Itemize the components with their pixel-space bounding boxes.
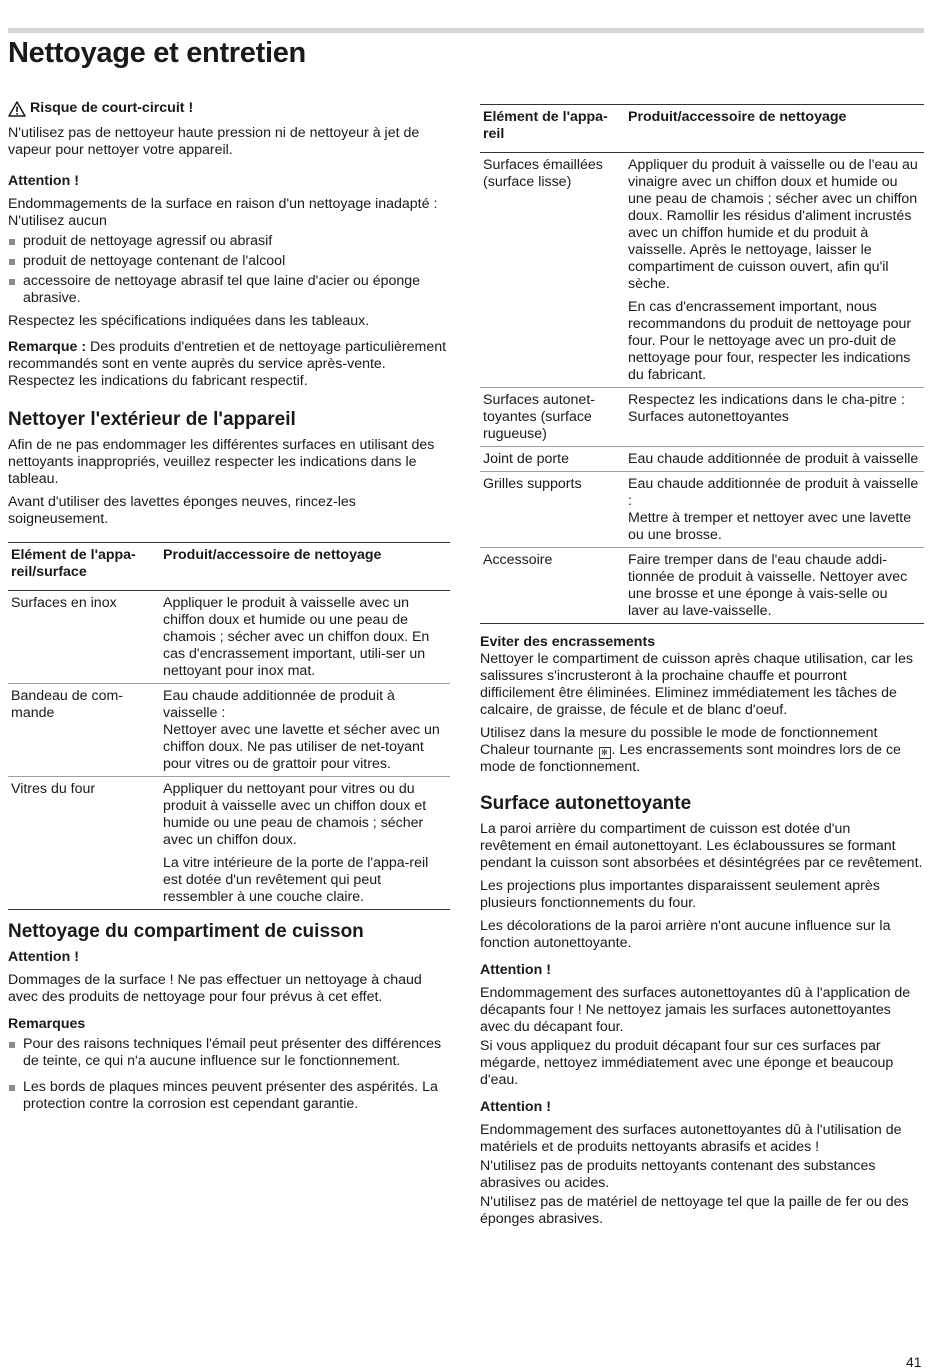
exterior-cleaning-table xyxy=(8,542,450,910)
section-selfclean-p1: La paroi arrière du compartiment de cuisson est dotée d'un revêtement en émail autonettoyant. Les éclaboussures se formant pendant la cuisson sont absorbées et désintégrées par ce revêtement. xyxy=(480,821,923,871)
remarque-label: Remarque : xyxy=(8,339,87,355)
right-column xyxy=(480,94,924,1234)
table-cell-product xyxy=(625,472,924,548)
attention-list xyxy=(8,233,450,307)
cell-paragraph: Appliquer le produit à vaisselle avec un chiffon doux et humide ou une peau de chamois ; sécher avec un chiffon doux. En cas d'encrassement important, utili-ser un nettoyant pour inox mat. xyxy=(163,595,430,679)
table-cell-element: Accessoire xyxy=(480,548,625,624)
section-selfclean-p2: Les projections plus importantes disparaissent seulement après plusieurs fonctionnements du four. xyxy=(480,878,880,911)
attention3-p1: Endommagement des surfaces autonettoyantes dû à l'application de décapants four ! Ne nettoyez jamais les surfaces autonettoyantes avec du décapant four. xyxy=(480,985,911,1035)
interior-cleaning-table xyxy=(480,104,924,624)
table-header-product: Produit/accessoire de nettoyage xyxy=(625,105,924,153)
list-item: produit de nettoyage contenant de l'alcool xyxy=(8,253,450,270)
table-cell-element: Surfaces autonet-toyantes (surface rugueuse) xyxy=(480,388,625,447)
eviter-label: Eviter des encrassements xyxy=(480,634,656,650)
cell-paragraph: Respectez les indications dans le cha-pitre : Surfaces autonettoyantes xyxy=(628,392,905,425)
table-row xyxy=(480,388,924,447)
table-cell-product xyxy=(160,777,450,910)
table-cell-product xyxy=(625,153,924,388)
remarque-text: Des produits d'entretien et de nettoyage particulièrement recommandés sont en vente auprès du service après-vente. Respectez les indications du fabricant respectif. xyxy=(8,339,447,389)
table-cell-element: Grilles supports xyxy=(480,472,625,548)
section-selfclean-title: Surface autonettoyante xyxy=(480,793,692,814)
table-cell-element: Joint de porte xyxy=(480,447,625,472)
table-cell-product xyxy=(160,684,450,777)
attention3-p2: Si vous appliquez du produit décapant four sur ces surfaces par mégarde, nettoyez immédiatement avec une éponge et beaucoup d'eau. xyxy=(480,1038,894,1088)
table-cell-element: Surfaces émaillées (surface lisse) xyxy=(480,153,625,388)
section-exterior-p1: Afin de ne pas endommager les différentes surfaces en utilisant des nettoyants inappropriés, veuillez respecter les indications dans le tableau. xyxy=(8,437,435,487)
eviter-p2-text: Utilisez dans la mesure du possible le mode de fonctionnement Chaleur tournante xyxy=(480,725,878,758)
eviter-p1: Nettoyer le compartiment de cuisson après chaque utilisation, car les salissures s'incrusteront à la prochaine chauffe et pourront difficilement être éliminées. Eliminez immédiatement les tâches de calcaire, de graisse, de fécule et de blanc d'oeuf. xyxy=(480,651,913,718)
section-selfclean-p3: Les décolorations de la paroi arrière n'ont aucune influence sur la fonction autonettoyante. xyxy=(480,918,891,951)
attention-text: Endommagements de la surface en raison d'un nettoyage inadapté : N'utilisez aucun xyxy=(8,196,438,229)
page-title: Nettoyage et entretien xyxy=(8,37,306,69)
remarques-list xyxy=(8,1036,450,1113)
cell-paragraph: Appliquer du nettoyant pour vitres ou du produit à vaisselle avec un chiffon doux et humide ou une peau de chamois ; sécher avec un chiffon doux. xyxy=(163,781,427,848)
table-row xyxy=(480,447,924,472)
spec-text: Respectez les spécifications indiquées dans les tableaux. xyxy=(8,313,370,329)
cell-paragraph: La vitre intérieure de la porte de l'appa-reil est dotée d'un revêtement qui peut ressembler à une couche claire. xyxy=(163,855,429,905)
list-item: Les bords de plaques minces peuvent présenter des aspérités. La protection contre la corrosion est cependant garantie. xyxy=(8,1079,450,1113)
attention4-p1: Endommagement des surfaces autonettoyantes dû à l'utilisation de matériels et de produits nettoyants abrasifs et acides ! xyxy=(480,1122,902,1155)
list-item: produit de nettoyage agressif ou abrasif xyxy=(8,233,450,250)
left-column xyxy=(8,96,450,1119)
table-row xyxy=(480,153,924,388)
table-header-element: Elément de l'appa-reil/surface xyxy=(8,543,160,591)
table-row xyxy=(480,548,924,624)
cell-paragraph: En cas d'encrassement important, nous recommandons du produit de nettoyage pour four. Pour le nettoyage avec un pro-duit de nettoyage pour four, respecter les indications du fabricant. xyxy=(628,299,912,383)
warning-triangle-icon xyxy=(8,101,26,117)
cell-paragraph: Nettoyer avec une lavette et sécher avec un chiffon doux. Ne pas utiliser de net-toyant pour vitres ou de grattoir pour vitres. xyxy=(163,722,440,772)
warning-title: Risque de court-circuit ! xyxy=(30,100,194,116)
remarques-label: Remarques xyxy=(8,1016,86,1032)
cell-paragraph: Eau chaude additionnée de produit à vaisselle : Mettre à tremper et nettoyer avec une lavette ou une brosse. xyxy=(628,476,919,543)
table-row xyxy=(480,472,924,548)
attention3-label: Attention ! xyxy=(480,962,551,978)
table-cell-product xyxy=(625,388,924,447)
table-cell-element: Bandeau de com-mande xyxy=(8,684,160,777)
cell-paragraph: Eau chaude additionnée de produit à vaisselle : xyxy=(163,688,395,721)
attention4-p2: N'utilisez pas de produits nettoyants contenant des substances abrasives ou acides. xyxy=(480,1158,876,1191)
table-cell-product xyxy=(160,591,450,684)
section-compartment-attention-label: Attention ! xyxy=(8,949,79,965)
section-exterior-p2: Avant d'utiliser des lavettes éponges neuves, rincez-les soigneusement. xyxy=(8,494,356,527)
attention4-p3: N'utilisez pas de matériel de nettoyage tel que la paille de fer ou des éponges abrasives. xyxy=(480,1194,909,1227)
list-item: Pour des raisons techniques l'émail peut présenter des différences de teinte, ce qui n'a aucune influence sur le fonctionnement. xyxy=(8,1036,450,1070)
eviter-p2-text: . Les encrassements sont moindres lors de ce mode de fonctionnement. xyxy=(480,742,901,775)
table-header-element: Elément de l'appa-reil xyxy=(480,105,625,153)
attention-label: Attention ! xyxy=(8,173,79,189)
table-header-product: Produit/accessoire de nettoyage xyxy=(160,543,450,591)
table-row xyxy=(8,777,450,910)
table-row xyxy=(8,684,450,777)
table-row xyxy=(8,591,450,684)
warning-text: N'utilisez pas de nettoyeur haute pression ni de nettoyeur à jet de vapeur pour nettoyer votre appareil. xyxy=(8,125,420,158)
section-exterior-title: Nettoyer l'extérieur de l'appareil xyxy=(8,409,296,430)
page-number: 41 xyxy=(906,1354,922,1370)
cell-paragraph: Eau chaude additionnée de produit à vaisselle xyxy=(628,451,919,467)
table-cell-product xyxy=(625,447,924,472)
section-compartment-attention-text: Dommages de la surface ! Ne pas effectuer un nettoyage à chaud avec des produits de nettoyage pour four prévus à cet effet. xyxy=(8,972,422,1005)
eviter-p2 xyxy=(480,725,924,776)
remarque-paragraph xyxy=(8,339,450,390)
cell-paragraph: Faire tremper dans de l'eau chaude addi-tionnée de produit à vaisselle. Nettoyer avec une brosse et une éponge à vais-selle ou laver au lave-vaisselle. xyxy=(628,552,908,619)
table-cell-element: Surfaces en inox xyxy=(8,591,160,684)
table-cell-element: Vitres du four xyxy=(8,777,160,910)
section-compartment-title: Nettoyage du compartiment de cuisson xyxy=(8,921,364,942)
table-cell-product xyxy=(625,548,924,624)
list-item: accessoire de nettoyage abrasif tel que laine d'acier ou éponge abrasive. xyxy=(8,273,450,307)
attention4-label: Attention ! xyxy=(480,1099,551,1115)
header-rule xyxy=(8,28,924,33)
warning-heading xyxy=(8,100,450,117)
cell-paragraph: Appliquer du produit à vaisselle ou de l'eau au vinaigre avec un chiffon doux et humide ou une peau de chamois ; sécher avec un chiffon doux. Ramollir les résidus d'aliment incrustés avec un chiffon humide et du produit à vaisselle. Après le nettoyage, laisser le compartiment de cuisson ouvert, afin qu'il sèche. xyxy=(628,157,918,292)
fan-heat-icon: ✻ xyxy=(599,747,611,759)
